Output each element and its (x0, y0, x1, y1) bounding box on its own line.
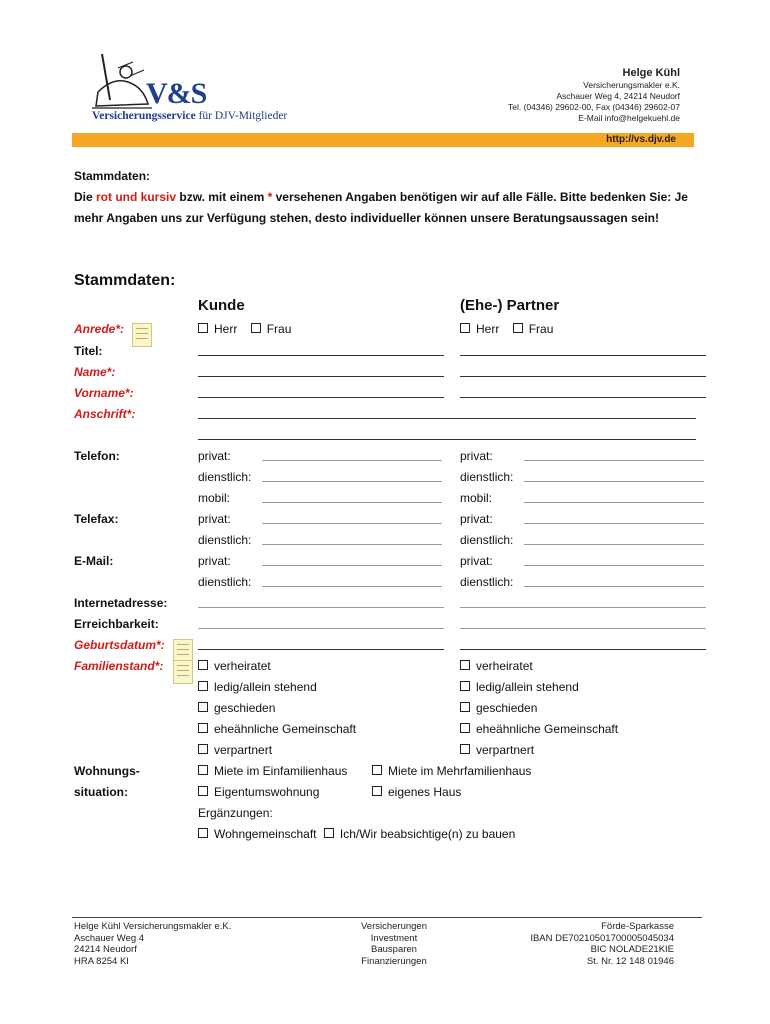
contact-name: Helge Kühl (622, 67, 680, 79)
option-verheiratet-kunde[interactable]: verheiratet (198, 659, 271, 673)
phone-label: dienstlich: (460, 533, 514, 547)
column-title-kunde: Kunde (198, 297, 245, 314)
option-geschieden-partner[interactable]: geschieden (460, 701, 537, 715)
internet-field-partner[interactable] (460, 607, 706, 608)
telefon-dienstlich-partner[interactable] (524, 481, 704, 482)
label-telefon: Telefon: (74, 449, 120, 463)
erreichbarkeit-field-partner[interactable] (460, 628, 706, 629)
footer-services: Versicherungen Investment Bausparen Finanzierungen (360, 921, 428, 967)
label-name: Name*: (74, 365, 116, 379)
telefon-mobil-partner[interactable] (524, 502, 704, 503)
option-ledig-partner[interactable]: ledig/allein stehend (460, 680, 579, 694)
phone-label: dienstlich: (460, 470, 514, 484)
contact-line: Aschauer Weg 4, 24214 Neudorf (556, 91, 680, 101)
option-ledig-kunde[interactable]: ledig/allein stehend (198, 680, 317, 694)
option-eigenes-haus[interactable]: eigenes Haus (372, 785, 461, 799)
label-familienstand: Familienstand*: (74, 659, 164, 673)
ergaenzungen-label: Ergänzungen: (198, 806, 273, 820)
option-miete-mfh[interactable]: Miete im Mehrfamilienhaus (372, 764, 531, 778)
phone-label: dienstlich: (198, 470, 252, 484)
titel-field-partner[interactable] (460, 355, 706, 356)
label-telefax: Telefax: (74, 512, 119, 526)
label-internetadresse: Internetadresse: (74, 596, 168, 610)
footer-divider (72, 917, 702, 918)
phone-label: privat: (198, 554, 231, 568)
logo (88, 52, 298, 124)
vorname-field-partner[interactable] (460, 397, 706, 398)
website-link[interactable]: http://vs.djv.de (606, 134, 676, 145)
label-geburtsdatum: Geburtsdatum*: (74, 638, 165, 652)
footer-bank: Förde-Sparkasse IBAN DE70210501700005045034 BIC NOLADE21KIE St. Nr. 12 148 01946 (530, 921, 674, 967)
contact-line: E-Mail info@helgekuehl.de (578, 113, 680, 123)
telefon-mobil-kunde[interactable] (262, 502, 442, 503)
ergaenzungen-options: Wohngemeinschaft Ich/Wir beabsichtige(n) zu bauen (198, 827, 515, 841)
intro-text (74, 166, 714, 229)
option-verheiratet-partner[interactable]: verheiratet (460, 659, 533, 673)
vorname-field-kunde[interactable] (198, 397, 444, 398)
contact-line: Versicherungsmakler e.K. (583, 80, 680, 90)
label-wohnungssituation: Wohnungs- (74, 764, 140, 778)
phone-label: privat: (198, 512, 231, 526)
phone-label: privat: (460, 449, 493, 463)
comment-note-icon[interactable] (173, 660, 193, 684)
telefon-privat-partner[interactable] (524, 460, 704, 461)
logo-text: V&S (146, 77, 207, 110)
option-geschieden-kunde[interactable]: geschieden (198, 701, 275, 715)
option-eheaehnlich-kunde[interactable]: eheähnliche Gemeinschaft (198, 722, 356, 736)
section-title: Stammdaten: (74, 272, 176, 289)
phone-label: dienstlich: (198, 575, 252, 589)
checkbox-wohngemeinschaft[interactable] (198, 828, 208, 838)
option-verpartnert-kunde[interactable]: verpartnert (198, 743, 272, 757)
email-dienstlich-kunde[interactable] (262, 586, 442, 587)
checkbox-frau-kunde[interactable] (251, 323, 261, 333)
phone-label: mobil: (460, 491, 493, 505)
geburtsdatum-field-kunde[interactable] (198, 649, 444, 650)
phone-label: dienstlich: (460, 575, 514, 589)
option-eigentumswohnung[interactable]: Eigentumswohnung (198, 785, 319, 799)
label-erreichbarkeit: Erreichbarkeit: (74, 617, 159, 631)
contact-line: Tel. (04346) 29602-00, Fax (04346) 29602-07 (507, 102, 680, 112)
intro-paragraph: Die rot und kursiv bzw. mit einem * versehenen Angaben benötigen wir auf alle Fälle. Bitte bedenken Sie: Je mehr Angaben uns zur Verfügung stehen, desto individueller können unsere Beratungsaussagen sein! (74, 190, 688, 225)
phone-label: dienstlich: (198, 533, 252, 547)
telefax-privat-kunde[interactable] (262, 523, 442, 524)
option-eheaehnlich-partner[interactable]: eheähnliche Gemeinschaft (460, 722, 618, 736)
telefon-dienstlich-kunde[interactable] (262, 481, 442, 482)
checkbox-bauen[interactable] (324, 828, 334, 838)
internet-field-kunde[interactable] (198, 607, 444, 608)
checkbox-frau-partner[interactable] (513, 323, 523, 333)
checkbox-herr-partner[interactable] (460, 323, 470, 333)
titel-field-kunde[interactable] (198, 355, 444, 356)
telefax-privat-partner[interactable] (524, 523, 704, 524)
comment-note-icon[interactable] (132, 323, 152, 347)
checkbox-herr-kunde[interactable] (198, 323, 208, 333)
telefon-privat-kunde[interactable] (262, 460, 442, 461)
url-bar (72, 133, 694, 147)
anrede-partner: Herr Frau (460, 322, 553, 336)
option-verpartnert-partner[interactable]: verpartnert (460, 743, 534, 757)
contact-block (508, 66, 680, 124)
erreichbarkeit-field-kunde[interactable] (198, 628, 444, 629)
intro-heading: Stammdaten: (74, 169, 151, 183)
name-field-partner[interactable] (460, 376, 706, 377)
phone-label: privat: (460, 554, 493, 568)
email-privat-partner[interactable] (524, 565, 704, 566)
phone-label: privat: (460, 512, 493, 526)
label-titel: Titel: (74, 344, 103, 358)
column-title-partner: (Ehe-) Partner (460, 297, 560, 314)
phone-label: privat: (198, 449, 231, 463)
label-vorname: Vorname*: (74, 386, 134, 400)
name-field-kunde[interactable] (198, 376, 444, 377)
anschrift-field-1[interactable] (198, 418, 696, 419)
footer-company: Helge Kühl Versicherungsmakler e.K. Aschauer Weg 4 24214 Neudorf HRA 8254 KI (74, 921, 232, 967)
label-wohnungssituation-2: situation: (74, 785, 128, 799)
telefax-dienstlich-partner[interactable] (524, 544, 704, 545)
telefax-dienstlich-kunde[interactable] (262, 544, 442, 545)
anrede-kunde: Herr Frau (198, 322, 291, 336)
logo-subtitle: Versicherungsservice für DJV-Mitglieder (92, 110, 288, 122)
label-email: E-Mail: (74, 554, 114, 568)
phone-label: mobil: (198, 491, 231, 505)
option-miete-efh[interactable]: Miete im Einfamilienhaus (198, 764, 347, 778)
email-privat-kunde[interactable] (262, 565, 442, 566)
label-anrede: Anrede*: (74, 322, 125, 336)
geburtsdatum-field-partner[interactable] (460, 649, 706, 650)
label-anschrift: Anschrift*: (74, 407, 136, 421)
anschrift-field-2[interactable] (198, 439, 696, 440)
email-dienstlich-partner[interactable] (524, 586, 704, 587)
